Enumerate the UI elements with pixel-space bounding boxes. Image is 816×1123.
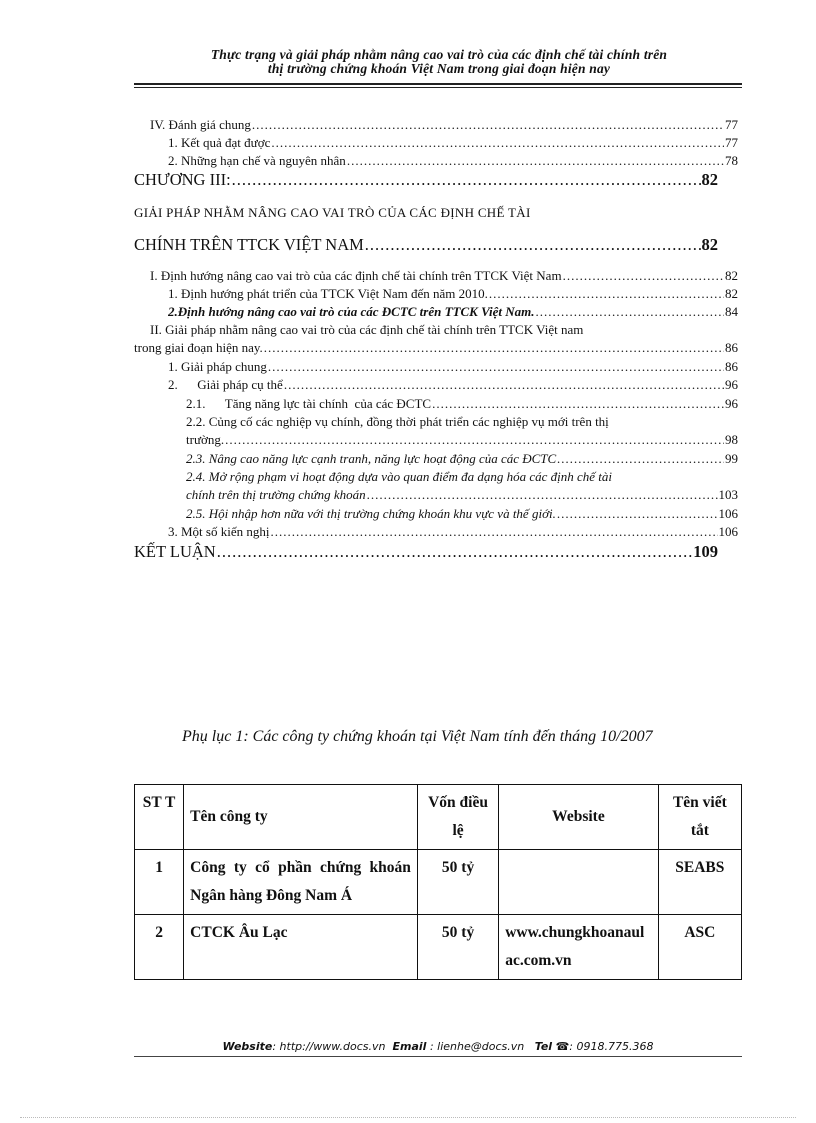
footer-email-label: Email bbox=[392, 1040, 427, 1053]
toc-entry-line: II. Giải pháp nhằm nâng cao vai trò của các định chế tài chính trên TTCK Việt nam bbox=[150, 322, 584, 337]
appendix-caption: Phụ lục 1: Các công ty chứng khoán tại Việt Nam tính đến tháng 10/2007 bbox=[182, 728, 653, 745]
toc-entry[interactable]: IV. Đánh giá chung ..... 77 bbox=[150, 117, 738, 133]
toc-chapter[interactable]: CHƯƠNG III: ..... 82 bbox=[134, 170, 718, 190]
cell-abbr: SEABS bbox=[658, 850, 741, 915]
col-header-name: Tên công ty bbox=[184, 785, 418, 850]
phone-icon: ☎ bbox=[555, 1040, 570, 1053]
toc-chapter-title: GIẢI PHÁP NHẰM NÂNG CAO VAI TRÒ CỦA CÁC ĐỊNH CHẾ TÀI bbox=[134, 205, 531, 220]
cell-name: Công ty cổ phần chứng khoán Ngân hàng Đông Nam Á bbox=[184, 850, 418, 915]
cell-stt: 2 bbox=[135, 915, 184, 980]
footer-website-link[interactable]: : http://www.docs.vn bbox=[272, 1040, 386, 1053]
page-bottom-divider bbox=[20, 1117, 796, 1118]
toc-chapter[interactable]: KẾT LUẬN ..... 109 bbox=[134, 542, 718, 562]
cell-capital: 50 tỷ bbox=[417, 850, 498, 915]
toc-entry-line: 2.2. Củng cố các nghiệp vụ chính, đồng thời phát triển các nghiệp vụ mới trên thị bbox=[186, 414, 609, 429]
col-header-capital: Vốn điều lệ bbox=[417, 785, 498, 850]
toc-entry[interactable]: chính trên thị trường chứng khoán ..... 103 bbox=[186, 487, 738, 503]
cell-stt: 1 bbox=[135, 850, 184, 915]
cell-name: CTCK Âu Lạc bbox=[184, 915, 418, 980]
footer-email-link[interactable]: : lienhe@docs.vn bbox=[426, 1040, 525, 1053]
cell-website bbox=[499, 850, 659, 915]
cell-capital: 50 tỷ bbox=[417, 915, 498, 980]
toc-entry[interactable]: 2.1. Tăng năng lực tài chính của các ĐCTC ..... 96 bbox=[186, 396, 738, 412]
toc-entry[interactable]: 2.3. Nâng cao năng lực cạnh tranh, năng lực hoạt động của các ĐCTC ..... 99 bbox=[186, 451, 738, 467]
toc-entry[interactable]: 1. Giải pháp chung ..... 86 bbox=[168, 359, 738, 375]
table-row bbox=[135, 915, 742, 980]
header-rule bbox=[134, 83, 742, 85]
toc-entry[interactable]: 1. Định hướng phát triển của TTCK Việt Nam đến năm 2010. ..... 82 bbox=[168, 286, 738, 302]
toc-entry[interactable]: trường. ..... 98 bbox=[186, 432, 738, 448]
footer-rule bbox=[134, 1056, 742, 1057]
table-row bbox=[135, 850, 742, 915]
toc-entry[interactable]: 1. Kết quả đạt được ..... 77 bbox=[168, 135, 738, 151]
header-title bbox=[134, 48, 744, 76]
toc-entry[interactable]: 2.5. Hội nhập hơn nữa với thị trường chứng khoán khu vực và thế giới. ..... 106 bbox=[186, 506, 738, 522]
toc-entry[interactable]: 3. Một số kiến nghị ..... 106 bbox=[168, 524, 738, 540]
col-header-abbr: Tên viết tắt bbox=[658, 785, 741, 850]
footer-website-label: Website bbox=[222, 1040, 273, 1053]
toc-entry[interactable]: 2. Giải pháp cụ thể ..... 96 bbox=[168, 377, 738, 393]
col-header-website: Website bbox=[499, 785, 659, 850]
page-footer bbox=[134, 1040, 742, 1053]
toc-chapter-title-end[interactable]: CHÍNH TRÊN TTCK VIỆT NAM ..... 82 bbox=[134, 235, 718, 255]
toc-entry[interactable]: I. Định hướng nâng cao vai trò của các định chế tài chính trên TTCK Việt Nam ..... 82 bbox=[150, 268, 738, 284]
toc-entry[interactable]: 2. Những hạn chế và nguyên nhân ..... 78 bbox=[168, 153, 738, 169]
col-header-stt: ST T bbox=[135, 785, 184, 850]
footer-tel-label: Tel bbox=[534, 1040, 553, 1053]
footer-tel: : 0918.775.368 bbox=[569, 1040, 654, 1053]
header-line-2: thị trường chứng khoán Việt Nam trong giai đoạn hiện nay bbox=[267, 61, 611, 76]
header-rule-thin bbox=[134, 87, 742, 88]
cell-website-link[interactable]: www.chungkhoanaulac.com.vn bbox=[499, 915, 659, 980]
toc-entry[interactable]: trong giai đoạn hiện nay. ..... 86 bbox=[134, 340, 738, 356]
table-header-row bbox=[135, 785, 742, 850]
companies-table bbox=[134, 784, 742, 980]
header-line-1: Thực trạng và giải pháp nhằm nâng cao vai trò của các định chế tài chính trên bbox=[210, 47, 668, 62]
toc-entry[interactable]: 2.Định hướng nâng cao vai trò của các ĐCTC trên TTCK Việt Nam. ..... 84 bbox=[168, 304, 738, 320]
toc-entry-line: 2.4. Mở rộng phạm vi hoạt động dựa vào quan điểm đa dạng hóa các định chế tài bbox=[186, 469, 613, 484]
cell-abbr: ASC bbox=[658, 915, 741, 980]
